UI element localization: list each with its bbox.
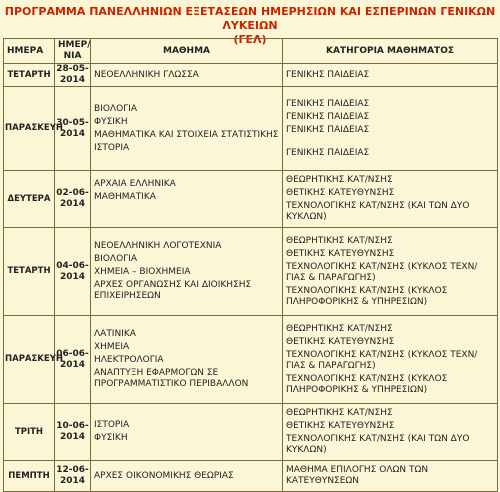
date-cell: 04-06-2014	[55, 228, 91, 316]
table-row	[4, 64, 498, 87]
table-row	[4, 404, 498, 461]
date-cell: 12-06-2014	[55, 461, 91, 492]
exam-schedule-table	[3, 38, 498, 492]
header-date: ΗΜΕΡ/ΝΙΑ	[55, 39, 91, 64]
header-subject: ΜΑΘΗΜΑ	[91, 39, 283, 64]
subject-item: ΦΥΣΙΚΗ	[94, 433, 128, 443]
category-cell	[283, 64, 498, 87]
spacer	[286, 138, 494, 146]
date-cell: 02-06-2014	[55, 171, 91, 228]
category-item: ΤΕΧΝΟΛΟΓΙΚΗΣ ΚΑΤ/ΝΣΗΣ (ΚΥΚΛΟΣ ΤΕΧΝ/ΓΙΑΣ & ΠΑΡΑΓΩΓΗΣ)	[286, 261, 478, 283]
subject-item: ΑΝΑΠΤΥΞΗ ΕΦΑΡΜΟΓΩΝ ΣΕ ΠΡΟΓΡΑΜΜΑΤΙΣΤΙΚΟ ΠΕΡΙΒΑΛΛΟΝ	[94, 368, 249, 389]
subject-item: ΝΕΟΕΛΛΗΝΙΚΗ ΛΟΓΟΤΕΧΝΙΑ	[94, 241, 222, 251]
category-item: ΤΕΧΝΟΛΟΓΙΚΗΣ ΚΑΤ/ΝΣΗΣ (ΚΑΙ ΤΩΝ ΔΥΟ ΚΥΚΛΩΝ)	[286, 201, 470, 222]
category-item: ΘΕΩΡΗΤΙΚΗΣ ΚΑΤ/ΝΣΗΣ	[286, 323, 393, 334]
title-line-1: ΠΡΟΓΡΑΜΜΑ ΠΑΝΕΛΛΗΝΙΩΝ ΕΞΕΤΑΣΕΩΝ ΗΜΕΡΗΣΙΩΝ ΚΑΙ ΕΣΠΕΡΙΝΩΝ ΓΕΝΙΚΩΝ ΛΥΚΕΙΩΝ	[4, 5, 496, 32]
category-item: ΘΕΤΙΚΗΣ ΚΑΤΕΥΘΥΝΣΗΣ	[286, 336, 395, 347]
subject-item: ΒΙΟΛΟΓΙΑ	[94, 103, 137, 114]
header-day: ΗΜΕΡΑ	[4, 39, 55, 64]
category-cell	[283, 171, 498, 228]
subject-item: ΧΗΜΕΙΑ – ΒΙΟΧΗΜΕΙΑ	[94, 267, 191, 277]
category-item: ΘΕΤΙΚΗΣ ΚΑΤΕΥΘΥΝΣΗΣ	[286, 248, 395, 259]
category-item: ΓΕΝΙΚΗΣ ΠΑΙΔΕΙΑΣ	[286, 69, 370, 80]
subject-item: ΝΕΟΕΛΛΗΝΙΚΗ ΓΛΩΣΣΑ	[94, 69, 199, 80]
category-cell	[283, 228, 498, 316]
subject-cell	[91, 404, 283, 461]
header-category: ΚΑΤΗΓΟΡΙΑ ΜΑΘΗΜΑΤΟΣ	[283, 39, 498, 64]
table-row	[4, 228, 498, 316]
subject-item: ΗΛΕΚΤΡΟΛΟΓΙΑ	[94, 355, 164, 365]
subject-item: ΛΑΤΙΝΙΚΑ	[94, 329, 136, 339]
table-row	[4, 171, 498, 228]
table-row	[4, 461, 498, 492]
day-cell: ΠΑΡΑΣΚΕΥΗ	[4, 316, 55, 404]
category-item: ΤΕΧΝΟΛΟΓΙΚΗΣ ΚΑΤ/ΝΣΗΣ (ΚΥΚΛΟΣ ΠΛΗΡΟΦΟΡΙΚΗΣ & ΥΠΗΡΕΣΙΩΝ)	[286, 285, 448, 307]
subject-item: ΙΣΤΟΡΙΑ	[94, 142, 130, 153]
category-item: ΘΕΩΡΗΤΙΚΗΣ ΚΑΤ/ΝΣΗΣ	[286, 235, 393, 246]
subject-cell	[91, 87, 283, 171]
date-cell: 28-05-2014	[56, 64, 89, 85]
day-cell: ΤΡΙΤΗ	[4, 404, 55, 461]
date-cell: 30-05-2014	[55, 87, 91, 171]
page-title	[0, 0, 500, 46]
category-item: ΓΕΝΙΚΗΣ ΠΑΙΔΕΙΑΣ	[286, 124, 370, 135]
category-cell	[283, 461, 498, 492]
category-item: ΘΕΤΙΚΗΣ ΚΑΤΕΥΘΥΝΣΗΣ	[286, 421, 395, 431]
category-item: ΘΕΩΡΗΤΙΚΗΣ ΚΑΤ/ΝΣΗΣ	[286, 408, 393, 418]
table-row	[4, 316, 498, 404]
subject-cell	[91, 64, 283, 87]
day-cell: ΠΑΡΑΣΚΕΥΗ	[4, 87, 55, 171]
subject-item: ΑΡΧΕΣ ΟΙΚΟΝΟΜΙΚΗΣ ΘΕΩΡΙΑΣ	[94, 470, 234, 481]
subject-item: ΧΗΜΕΙΑ	[94, 342, 130, 352]
subject-item: ΦΥΣΙΚΗ	[94, 116, 128, 127]
category-item: ΤΕΧΝΟΛΟΓΙΚΗΣ ΚΑΤ/ΝΣΗΣ (ΚΥΚΛΟΣ ΠΛΗΡΟΦΟΡΙΚΗΣ & ΥΠΗΡΕΣΙΩΝ)	[286, 373, 448, 395]
day-cell: ΔΕΥΤΕΡΑ	[4, 171, 55, 228]
category-cell	[283, 404, 498, 461]
category-item: ΘΕΤΙΚΗΣ ΚΑΤΕΥΘΥΝΣΗΣ	[286, 188, 395, 198]
category-item: ΓΕΝΙΚΗΣ ΠΑΙΔΕΙΑΣ	[286, 98, 370, 109]
day-cell: ΤΕΤΑΡΤΗ	[4, 64, 55, 87]
subject-item: ΙΣΤΟΡΙΑ	[94, 420, 130, 430]
category-cell	[283, 316, 498, 404]
subject-cell	[91, 171, 283, 228]
header-row	[4, 39, 498, 64]
date-cell: 06-06-2014	[55, 316, 91, 404]
category-item: ΘΕΩΡΗΤΙΚΗΣ ΚΑΤ/ΝΣΗΣ	[286, 175, 393, 185]
table-row	[4, 87, 498, 171]
subject-item: ΜΑΘΗΜΑΤΙΚΑ ΚΑΙ ΣΤΟΙΧΕΙΑ ΣΤΑΤΙΣΤΙΚΗΣ	[94, 129, 279, 140]
subject-cell	[91, 316, 283, 404]
day-cell: ΤΕΤΑΡΤΗ	[4, 228, 55, 316]
subject-item: ΒΙΟΛΟΓΙΑ	[94, 254, 137, 264]
category-item: ΤΕΧΝΟΛΟΓΙΚΗΣ ΚΑΤ/ΝΣΗΣ (ΚΑΙ ΤΩΝ ΔΥΟ ΚΥΚΛΩΝ)	[286, 434, 470, 455]
day-cell: ΠΕΜΠΤΗ	[4, 461, 55, 492]
subject-cell	[91, 228, 283, 316]
category-cell	[283, 87, 498, 171]
subject-item: ΑΡΧΕΣ ΟΡΓΑΝΩΣΗΣ ΚΑΙ ΔΙΟΙΚΗΣΗΣ ΕΠΙΧΕΙΡΗΣΕΩΝ	[94, 280, 252, 301]
category-item: ΓΕΝΙΚΗΣ ΠΑΙΔΕΙΑΣ	[286, 147, 370, 158]
title-line-2: (ΓΕΛ)	[233, 33, 267, 46]
category-item: ΜΑΘΗΜΑ ΕΠΙΛΟΓΗΣ ΟΛΩΝ ΤΩΝ ΚΑΤΕΥΘΥΝΣΕΩΝ	[286, 465, 429, 486]
subject-cell	[91, 461, 283, 492]
subject-item: ΜΑΘΗΜΑΤΙΚΑ	[94, 192, 156, 202]
category-item: ΤΕΧΝΟΛΟΓΙΚΗΣ ΚΑΤ/ΝΣΗΣ (ΚΥΚΛΟΣ ΤΕΧΝ/ΓΙΑΣ & ΠΑΡΑΓΩΓΗΣ)	[286, 349, 478, 371]
category-item: ΓΕΝΙΚΗΣ ΠΑΙΔΕΙΑΣ	[286, 111, 370, 122]
subject-item: ΑΡΧΑΙΑ ΕΛΛΗΝΙΚΑ	[94, 179, 176, 189]
date-cell: 10-06-2014	[55, 404, 91, 461]
